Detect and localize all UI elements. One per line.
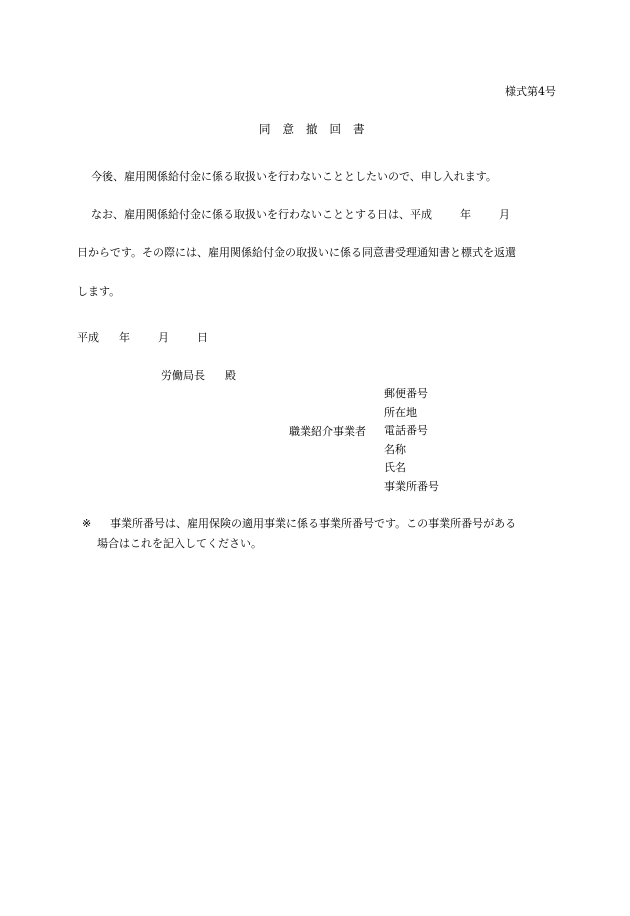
paragraph2-text: なお、雇用関係給付金に係る取扱いを行わないこととする日は、平成 xyxy=(91,208,432,221)
addressee xyxy=(161,369,236,383)
paragraph-intent: 今後、雇用関係給付金に係る取扱いを行わないこととしたいので、申し入れます。 xyxy=(91,170,497,183)
paragraph2-year: 年 xyxy=(460,208,471,221)
submission-date xyxy=(77,331,208,345)
paragraph-effective-date-line2: 日からです。その際には、雇用関係給付金の取扱いに係る同意書受理通知書と標式を返還 xyxy=(77,246,517,259)
note-mark: ※ xyxy=(82,517,92,530)
footnote-line2: 場合はこれを記入してください。 xyxy=(97,537,262,550)
footnote xyxy=(82,517,516,531)
addressee-honorific: 殿 xyxy=(225,369,236,382)
field-person-name: 氏名 xyxy=(384,461,406,475)
date-month: 月 xyxy=(158,331,169,344)
form-number: 様式第4号 xyxy=(505,85,556,98)
date-year: 年 xyxy=(119,331,130,344)
field-postal-code: 郵便番号 xyxy=(384,387,428,400)
applicant-label: 職業紹介事業者 xyxy=(289,425,366,438)
note-line1: 事業所番号は、雇用保険の適用事業に係る事業所番号です。この事業所番号がある xyxy=(110,517,517,530)
field-phone: 電話番号 xyxy=(384,424,428,438)
field-company-name: 名称 xyxy=(384,442,406,456)
field-address: 所在地 xyxy=(384,405,417,419)
date-era: 平成 xyxy=(77,331,99,344)
field-office-number: 事業所番号 xyxy=(384,479,439,493)
applicant-fields xyxy=(384,387,439,499)
paragraph-effective-date-line3: します。 xyxy=(77,285,121,298)
paragraph-effective-date-line1 xyxy=(91,208,510,222)
addressee-name: 労働局長 xyxy=(161,369,205,382)
paragraph2-month: 月 xyxy=(499,208,510,221)
date-day: 日 xyxy=(197,331,208,344)
document-title: 同意撤回書 xyxy=(259,122,377,136)
